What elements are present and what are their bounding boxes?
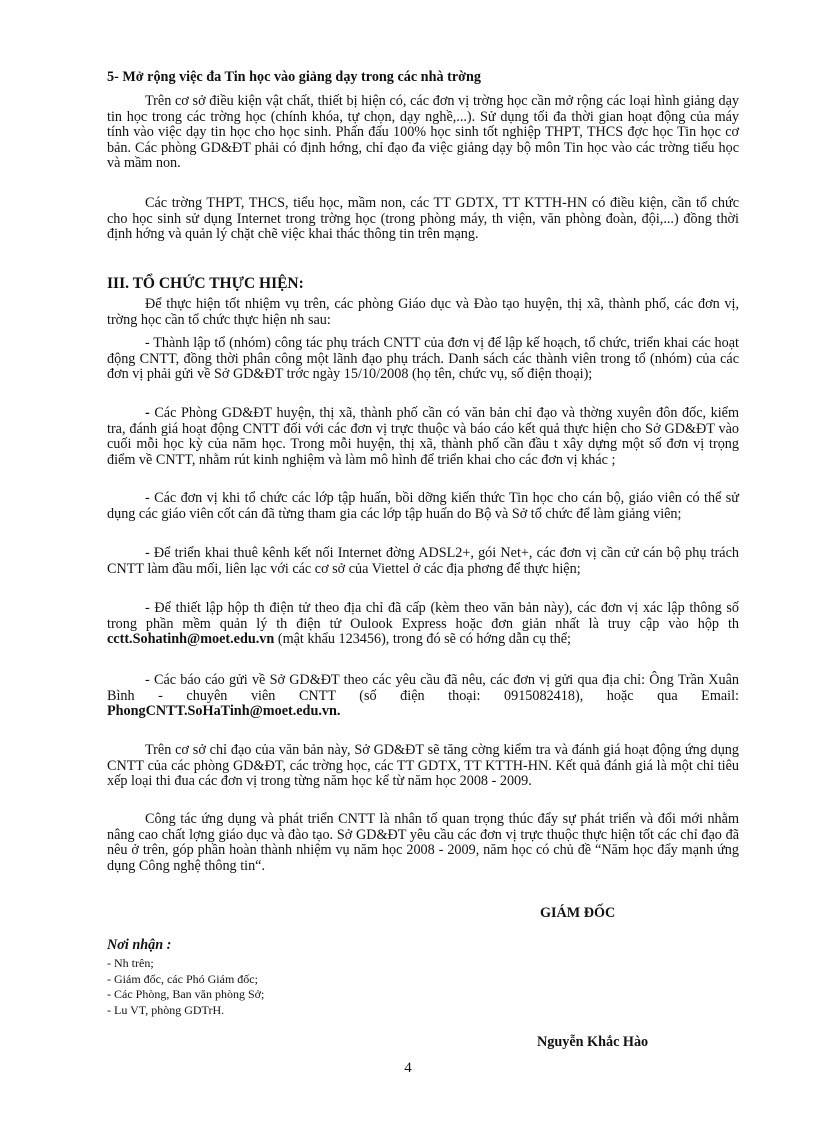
recipients-list xyxy=(107,956,264,1018)
recipient-item: - Lu VT, phòng GDTrH. xyxy=(107,1002,225,1017)
closing-paragraph-2: Công tác ứng dụng và phát triển CNTT là nhân tố quan trọng thúc đẩy sự phát triển và đổi mới nhằm nâng cao chất lợng giáo dục và đào tạo. Sở GD&ĐT yêu cầu các đơn vị trực thuộc thực hiện tốt các chỉ đạo đã nêu ở trên, góp phần hoàn thành nhiệm vụ năm học 2008 - 2009, năm học có chủ đề “Năm học đẩy mạnh ứng dụng Công nghệ thông tin“. xyxy=(107,811,739,874)
task-item-3: - Các đơn vị khi tổ chức các lớp tập huấn, bồi dỡng kiến thức Tin học cho cán bộ, giáo viên có thể sử dụng các giáo viên cốt cán đã từng tham gia các lớp tập huấn do Bộ và Sở tổ chức để làm giảng viên; xyxy=(107,490,739,522)
section-3-heading: III. TỔ CHỨC THỰC HIỆN: xyxy=(107,275,304,292)
task-item-1: - Thành lập tổ (nhóm) công tác phụ trách CNTT của đơn vị để lập kế hoạch, tổ chức, triển khai các hoạt động CNTT, đồng thời phân công một lãnh đạo phụ trách. Danh sách các thành viên trong tổ (nhóm) của các đơn vị phải gửi về Sở GD&ĐT trớc ngày 15/10/2008 (họ tên, chức vụ, số điện thoại); xyxy=(107,335,739,383)
closing-paragraph-1: Trên cơ sở chỉ đạo của văn bản này, Sở GD&ĐT sẽ tăng cờng kiểm tra và đánh giá hoạt động ứng dụng CNTT của các phòng GD&ĐT, các trờng học, các TT GDTX, TT KTTH-HN. Kết quả đánh giá là một chỉ tiêu xếp loại thi đua các đơn vị trong từng năm học kể từ năm học 2008 - 2009. xyxy=(107,742,739,790)
section-3-intro: Để thực hiện tốt nhiệm vụ trên, các phòng Giáo dục và Đào tạo huyện, thị xã, thành phố, các đơn vị, trờng học cần tổ chức thực hiện nh sau: xyxy=(107,296,739,328)
task-item-5-text: - Để thiết lập hộp th điện tử theo địa chỉ đã cấp (kèm theo văn bản này), các đơn vị xác lập thông số trong phần mềm quản lý th điện tử Oulook Express hoặc đơn giản nhất là truy cập vào hộp th xyxy=(107,600,739,632)
signer-name: Nguyễn Khắc Hào xyxy=(537,1034,649,1050)
recipient-item: - Giám đốc, các Phó Giám đốc; xyxy=(107,971,258,986)
signature-title: GIÁM ĐỐC xyxy=(540,905,616,921)
task-item-6-text: - Các báo cáo gửi về Sở GD&ĐT theo các yêu cầu đã nêu, các đơn vị gửi qua địa chỉ: Ông Trần Xuân Bình - chuyên viên CNTT (số điện thoại: 0915082418), hoặc qua Email: xyxy=(107,672,739,704)
task-item-5-text-end: (mật khẩu 123456), trong đó sẽ có hớng dẫn cụ thể; xyxy=(274,631,572,648)
mailbox-address: cctt.Sohatinh@moet.edu.vn xyxy=(107,631,275,648)
recipient-item: - Các Phòng, Ban văn phòng Sở; xyxy=(107,987,265,1001)
section-5-paragraph-2: Các trờng THPT, THCS, tiểu học, mầm non, các TT GDTX, TT KTTH-HN có điều kiện, cần tổ chức cho học sinh sử dụng Internet trong trờng học (trong phòng máy, th viện, văn phòng đoàn, đội,...) đồng thời định hớng và quản lý chặt chẽ việc khai thác thông tin trên mạng. xyxy=(107,195,739,243)
task-item-6 xyxy=(107,673,739,720)
task-item-5 xyxy=(107,601,739,648)
recipient-item: - Nh trên; xyxy=(107,956,154,970)
task-item-2-dash: - xyxy=(145,405,155,421)
section-5-paragraph-1: Trên cơ sở điều kiện vật chất, thiết bị hiện có, các đơn vị trờng học cần mở rộng các loại hình giảng dạy tin học trong các trờng học (chính khóa, tự chọn, dạy nghề,...). Sử dụng tối đa thời gian hoạt động của máy tính vào việc dạy tin học cho học sinh. Phấn đấu 100% học sinh tốt nghiệp THPT, THCS đợc học Tin học cơ bản. Các phòng GD&ĐT phải có định hớng, chỉ đạo đa việc giảng dạy bộ môn Tin học vào các trờng tiểu học và mầm non. xyxy=(107,93,739,172)
task-item-2 xyxy=(107,406,739,468)
page-number: 4 xyxy=(404,1060,412,1076)
task-item-2-text: Các Phòng GD&ĐT huyện, thị xã, thành phố cần có văn bản chỉ đạo và thờng xuyên đôn đốc, kiểm tra, đánh giá hoạt động CNTT đối với các đơn vị trực thuộc và báo cáo kết quả thực hiện cho Sở GD&ĐT vào cuối mỗi học kỳ của năm học. Trong mỗi huyện, thị xã, thành phố cần đầu t xây dựng một số đơn vị trọng điểm về CNTT, nhằm rút kinh nghiệm và làm mô hình để triển khai cho các đơn vị khác ; xyxy=(107,405,739,468)
contact-email: PhongCNTT.SoHaTinh@moet.edu.vn. xyxy=(107,703,341,720)
task-item-4: - Để triển khai thuê kênh kết nối Internet đờng ADSL2+, gói Net+, các đơn vị cần cử cán bộ phụ trách CNTT làm đầu mối, liên lạc với các cơ sở của Viettel ở các địa phơng để thực hiện; xyxy=(107,545,739,577)
section-5-heading: 5- Mở rộng việc đa Tin học vào giảng dạy trong các nhà trờng xyxy=(107,69,481,85)
recipients-title: Nơi nhận : xyxy=(107,937,172,953)
